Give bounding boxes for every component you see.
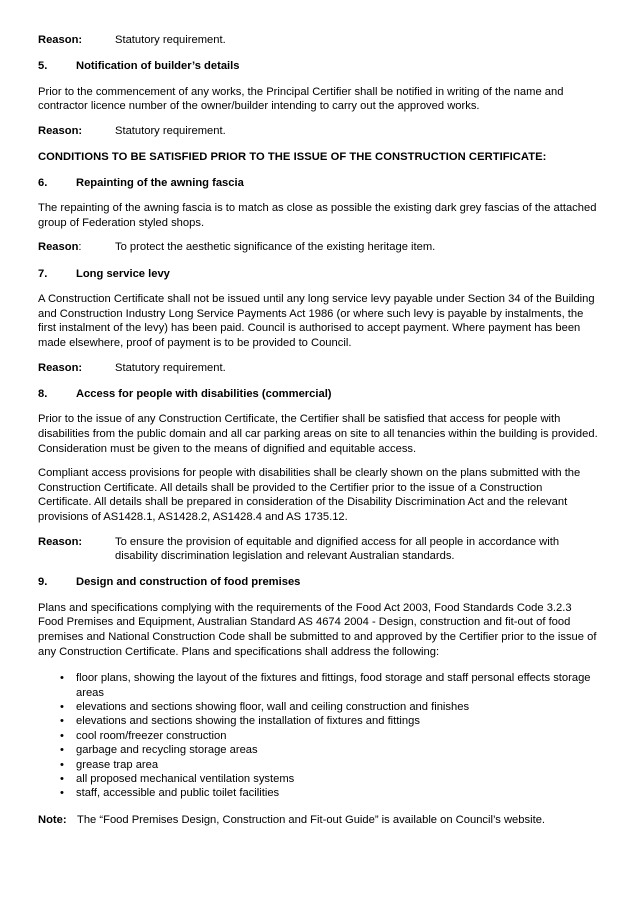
heading-6 xyxy=(38,176,598,190)
bullet: • xyxy=(60,729,64,742)
paragraph-5: Prior to the commencement of any works, the Principal Certifier shall be notified in writing of the name and contractor licence number of the owner/builder intending to carry out the approved works. xyxy=(38,85,564,113)
heading-title: Design and construction of food premises xyxy=(76,576,301,589)
reason-label xyxy=(38,240,115,254)
bullet: • xyxy=(60,672,64,685)
heading-title: Notification of builder’s details xyxy=(76,60,240,73)
bullet: • xyxy=(60,758,64,771)
reason-7 xyxy=(38,361,598,375)
paragraph-8b: Compliant access provisions for people with disabilities shall be clearly shown on the plans submitted with the Construction Certificate. All details shall be provided to the Certifier prior to the issue of a Construction Certificate. All details shall be prepared in consideration of the Disability Discrimination Act and the relevant provisions of AS1428.1, AS1428.2, AS1428.4 and AS 1735.12. xyxy=(38,467,581,523)
list-item: • staff, accessible and public toilet facilities xyxy=(60,787,280,800)
heading-title: Long service levy xyxy=(76,267,170,280)
heading-title: Access for people with disabilities (commercial) xyxy=(76,388,332,400)
list-item: • elevations and sections showing the installation of fixtures and fittings xyxy=(60,715,420,728)
reason-label-colon: : xyxy=(78,241,82,254)
list-item: • grease trap area xyxy=(60,758,159,771)
heading-number: 8. xyxy=(38,388,48,400)
heading-9 xyxy=(38,575,598,589)
reason-label: Reason: xyxy=(38,535,83,548)
reason-text: Statutory requirement. xyxy=(115,34,226,46)
requirements-list xyxy=(38,671,598,801)
heading-number: 5. xyxy=(38,60,48,73)
reason-label-text: Reason xyxy=(38,241,79,254)
note-label: Note: xyxy=(38,813,67,826)
bullet: • xyxy=(60,773,64,785)
section-heading: CONDITIONS TO BE SATISFIED PRIOR TO THE ISSUE OF THE CONSTRUCTION CERTIFICATE: xyxy=(38,151,547,164)
bullet: • xyxy=(60,700,64,713)
reason-5 xyxy=(38,124,598,138)
list-item: • all proposed mechanical ventilation systems xyxy=(60,773,295,785)
heading-number: 9. xyxy=(38,576,48,589)
reason-text: Statutory requirement. xyxy=(115,361,226,374)
list-item: • floor plans, showing the layout of the fixtures and fittings, food storage and staff personal effects storage areas xyxy=(60,672,591,699)
reason-label: Reason: xyxy=(38,34,83,46)
bullet: • xyxy=(60,787,64,800)
reason-label: Reason: xyxy=(38,125,83,137)
reason-4 xyxy=(38,33,598,47)
bullet: • xyxy=(60,744,64,757)
note-text: The “Food Premises Design, Construction and Fit-out Guide” is available on Council’s website. xyxy=(77,813,546,826)
reason-8 xyxy=(38,535,598,564)
bullet: • xyxy=(60,715,64,728)
heading-number: 6. xyxy=(38,176,48,189)
reason-text: To ensure the provision of equitable and dignified access for all people in accordance with disability discrimination legislation and relevant Australian standards. xyxy=(115,535,560,562)
reason-text: Statutory requirement. xyxy=(115,125,226,137)
heading-8 xyxy=(38,387,598,401)
heading-title: Repainting of the awning fascia xyxy=(76,176,244,189)
reason-6 xyxy=(38,240,598,254)
heading-7 xyxy=(38,267,598,281)
paragraph-7: A Construction Certificate shall not be issued until any long service levy payable under Section 34 of the Building and Construction Industry Long Service Payments Act 1986 (or where such levy is payable by instalments, the first instalment of the levy) has been paid. Council is authorised to accept payment. Where payment has been made elsewhere, proof of payment is to be provided to Council. xyxy=(38,293,595,349)
list-item: • elevations and sections showing floor, wall and ceiling construction and finishes xyxy=(60,700,470,713)
paragraph-9: Plans and specifications complying with the requirements of the Food Act 2003, Food Standards Code 3.2.3 Food Premises and Equipment, Australian Standard AS 4674 2004 - Design, construction and fit-out of food premises and National Construction Code shall be submitted to and approved by the Certifier prior to the issue of any Construction Certificate. Plans and specifications shall address the following: xyxy=(38,601,597,658)
note xyxy=(38,813,598,827)
heading-5 xyxy=(38,59,598,73)
heading-number: 7. xyxy=(38,267,48,280)
reason-text: To protect the aesthetic significance of the existing heritage item. xyxy=(115,241,436,254)
list-item: • cool room/freezer construction xyxy=(60,729,227,742)
paragraph-6: The repainting of the awning fascia is to match as close as possible the existing dark grey fascias of the attached group of Federation styled shops. xyxy=(38,202,597,229)
reason-label: Reason: xyxy=(38,361,83,374)
paragraph-8a: Prior to the issue of any Construction Certificate, the Certifier shall be satisfied that access for people with disabilities from the public domain and all car parking areas on site to all tenancies within the building is provided. Consideration must be given to the means of dignified and equitable access. xyxy=(38,413,598,455)
document-page xyxy=(38,33,598,827)
list-item: • garbage and recycling storage areas xyxy=(60,744,258,757)
